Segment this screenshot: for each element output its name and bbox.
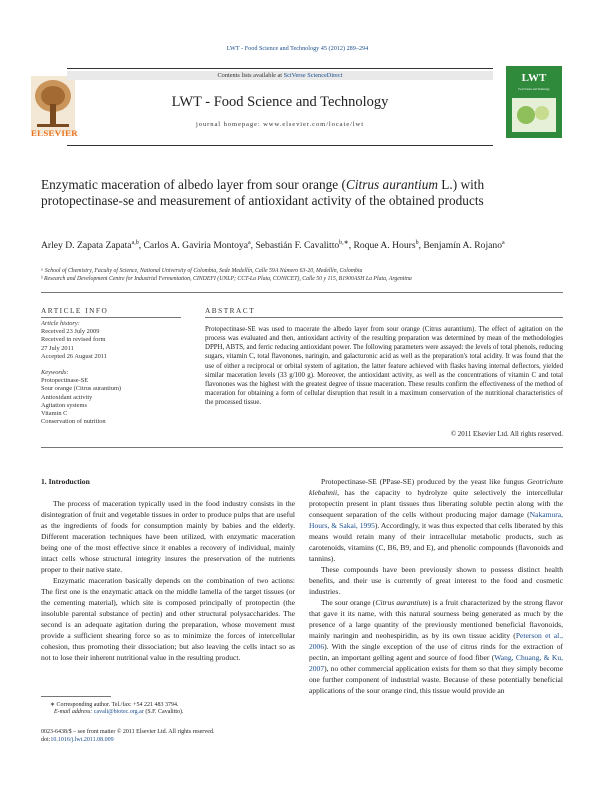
author-sup: b,∗ xyxy=(339,240,349,246)
cover-title: LWT xyxy=(521,72,547,84)
email-label: E-mail address: xyxy=(54,709,94,715)
title-part2: L.) with protopectinase-se and measurement of antioxidant activity of the obtained products xyxy=(41,177,485,208)
reference-link[interactable]: Wang, Chuang, & Ku, 2007 xyxy=(309,653,563,673)
left-column xyxy=(41,476,295,663)
article-title xyxy=(41,177,557,208)
footnote-rule xyxy=(41,696,111,697)
publisher-name: ELSEVIER xyxy=(31,128,78,138)
keyword: Sour orange (Citrus aurantium) xyxy=(41,385,122,393)
text-run: ), no other commercial application exists for them so that they simply become one further component of industrial waste. Because of these potentially beneficial applications of the sour orange rind, this tissue would provide an xyxy=(309,664,563,695)
history-item: Received in revised form xyxy=(41,336,106,344)
abstract-header: ABSTRACT xyxy=(205,306,256,315)
text-run: Protopectinase-SE (PPase-SE) produced by the yeast like fungus xyxy=(321,477,527,486)
affiliation-b: ᵇ Research and Development Centre for Industrial Fermentation, CINDEFI (UNLP; CCT-La Plata, CONICET), Calle 50 y 115, B1900ASH La Plata, Argentina xyxy=(41,276,412,282)
cover-graphic xyxy=(512,98,556,132)
header-rule-top xyxy=(67,68,493,69)
text-run: ). Accordingly, it was thus expected that cells liberated by this means would retain many of their intracellular metabolic products, such as carotenoids, vitamins (C, B6, B9, and E), and phenolic compounds (flavonoids and tannins). xyxy=(309,521,563,563)
history-label: Article history: xyxy=(41,320,80,327)
keyword: Agitation systems xyxy=(41,401,87,409)
reference-link[interactable]: Peterson et al., 2006 xyxy=(309,631,563,651)
contents-prefix: Contents lists available at xyxy=(217,72,284,79)
article-info-header: ARTICLE INFO xyxy=(41,306,109,315)
email-note xyxy=(54,709,184,715)
text-run: The sour orange ( xyxy=(321,598,376,607)
reference-link[interactable]: Nakamura, Hours, & Sakai, 1995 xyxy=(309,510,563,530)
title-italic: Citrus aurantium xyxy=(345,177,438,192)
keyword: Protopectinase-SE xyxy=(41,377,89,385)
history-item: 27 July 2011 xyxy=(41,344,74,352)
keyword: Vitamin C xyxy=(41,410,68,418)
running-header: LWT - Food Science and Technology 45 (2012) 289–294 xyxy=(226,45,369,52)
abstract-copyright: © 2011 Elsevier Ltd. All rights reserved. xyxy=(450,431,563,438)
abstract-rule xyxy=(205,317,563,318)
abstract-bottom-rule xyxy=(41,447,563,448)
affiliation-rule xyxy=(41,292,563,293)
corresponding-author-note: ∗ Corresponding author. Tel./fax: +54 221 483 3794. xyxy=(50,702,179,708)
paragraph xyxy=(309,597,563,696)
paragraph xyxy=(309,476,563,564)
author: Roque A. Hours xyxy=(353,240,416,252)
author-list: Arley D. Zapata Zapata$^{a,b}$, Carlos A. Gaviria Montoya$^a$, Sebastián F. Cavalitto$^{b,∗}$, Roque A. Hours$^b$, Benjamín A. Rojano$^a$ xyxy=(41,240,505,252)
article-info xyxy=(41,320,181,426)
sciencedirect-link[interactable]: SciVerse ScienceDirect xyxy=(283,72,343,79)
doi-link[interactable]: 10.1016/j.lwt.2011.08.009 xyxy=(50,737,114,743)
text-italic: Citrus aurantium xyxy=(375,598,428,607)
text-run: , has the capacity to hydrolyze quite selectively the intercellular protopectin present in plant tissues thus liberating soluble pectin along with the consequent separation of the cells without producing major damage ( xyxy=(309,488,563,519)
contents-line xyxy=(67,71,493,80)
author-sup: b xyxy=(415,240,419,246)
author-sup: a,b xyxy=(131,240,139,246)
text-italic: Geotrichum klebahnii xyxy=(309,477,563,497)
cover-subtitle: Food Science and Technology xyxy=(518,88,550,91)
history-item: Accepted 26 August 2011 xyxy=(41,352,107,360)
affiliation-a: ᵃ School of Chemistry, Faculty of Science, National University of Colombia, Sede Medellín, Calle 59A Número 63-20, Medellín, Colombia xyxy=(41,268,363,274)
author: Benjamín A. Rojano xyxy=(423,240,502,252)
text-run: ) is a fruit characterized by the strong flavor that gave it its name, with this natural sourness being generated as much by the presence of a large quantity of the previously mentioned beneficial flavonoids, mainly naringin and neohespiridin, as by its own tissue acidity ( xyxy=(309,598,563,640)
journal-cover-thumbnail xyxy=(506,66,562,138)
section-heading: 1. Introduction xyxy=(41,477,90,486)
abstract-text: Protopectinase-SE was used to macerate the albedo layer from sour orange (Citrus aurantium). The effect of agitation on the process was evaluated and then, antioxidant activity of the resulting preparation was determined by mean of the methodologies DPPH, ABTS, and ferric reducing antioxidant power. The following parameters were assayed: the levels of total phenols, reducing sugars, vitamin C, total flavonones, naringin, and galacturonic acid as well as the preparation's total acidity. It was found that the use of either a reciprocal or orbital system of agitation, the latter feature achieved with flasks having internal deflectors, yielded similar maceration levels (33 g/100 g). Moreover, the antioxidant activity, as well as the concentrations of vitamin C and total flavonones was the highest with the greatest degree of tissue maceration. These results confirm the effectiveness of the method of maceration for obtaining a form of cellular disruption that result in a maximum conservation of the nutritional characteristics of the processed tissue. xyxy=(205,326,563,407)
history-item: Received 23 July 2009 xyxy=(41,328,100,336)
author-sup: a xyxy=(501,240,505,246)
issn-line: 0023-6438/$ – see front matter © 2011 Elsevier Ltd. All rights reserved. xyxy=(41,729,215,735)
author: Arley D. Zapata Zapata xyxy=(41,240,132,252)
doi-prefix: doi: xyxy=(41,737,51,743)
doi-line xyxy=(41,737,114,743)
keyword: Antioxidant activity xyxy=(41,393,93,401)
email-suffix: (S.F. Cavalitto). xyxy=(143,709,184,715)
paragraph: The process of maceration typically used in the food industry consists in the disintegration of fruit and vegetable tissues in order to produce pulps that are useful as the ingredients of foods for consumption mainly by babies and the elderly. Different maceration techniques have been utilized, with enzymatic maceration being one of the most effective since it enables a recovery of individual, mainly intact cells whose structural integrity insures the preservation of the nutrients proper to their native state. xyxy=(41,499,295,574)
text-run: ). With the single exception of the use of citrus rinds for the extraction of pectin, an important gelling agent and source of food fiber ( xyxy=(309,642,563,662)
header-rule-bottom xyxy=(67,145,493,146)
author: Carlos A. Gaviria Montoya xyxy=(143,240,248,252)
keyword: Conservation of nutrition xyxy=(41,418,106,426)
right-column xyxy=(309,476,563,696)
author: Sebastián F. Cavalitto xyxy=(255,240,340,252)
keywords-label: Keywords: xyxy=(41,369,69,377)
paragraph: Enzymatic maceration basically depends on the combination of two actions: The first one is the enzymatic attack on the middle lamella of the target tissues (or the cementing material), which site is composed principally of protopectin (the insoluble parental substance of pectin) and other structural polysaccharides. The second is an adequate agitation during the preparation, whose movement must provide a sufficient shearing force so as to minimize the forces of intercellular cohesion, thus promoting their dissociation; but also leaving the cells intact so as not to lose their inherent nutritional value in the resulting product. xyxy=(41,576,295,662)
email-link[interactable]: cavali@biotec.org.ar xyxy=(93,709,144,715)
journal-header xyxy=(67,70,493,128)
journal-homepage[interactable]: journal homepage: www.elsevier.com/locate/lwt xyxy=(196,121,364,128)
author-sup: a xyxy=(247,240,251,246)
paragraph: These compounds have been previously shown to possess distinct health benefits, and their use is currently of great interest to the food and cosmetic industries. xyxy=(309,565,563,596)
article-info-rule xyxy=(41,317,181,318)
title-part1: Enzymatic maceration of albedo layer from sour orange ( xyxy=(41,177,346,192)
journal-title: LWT - Food Science and Technology xyxy=(171,94,389,110)
